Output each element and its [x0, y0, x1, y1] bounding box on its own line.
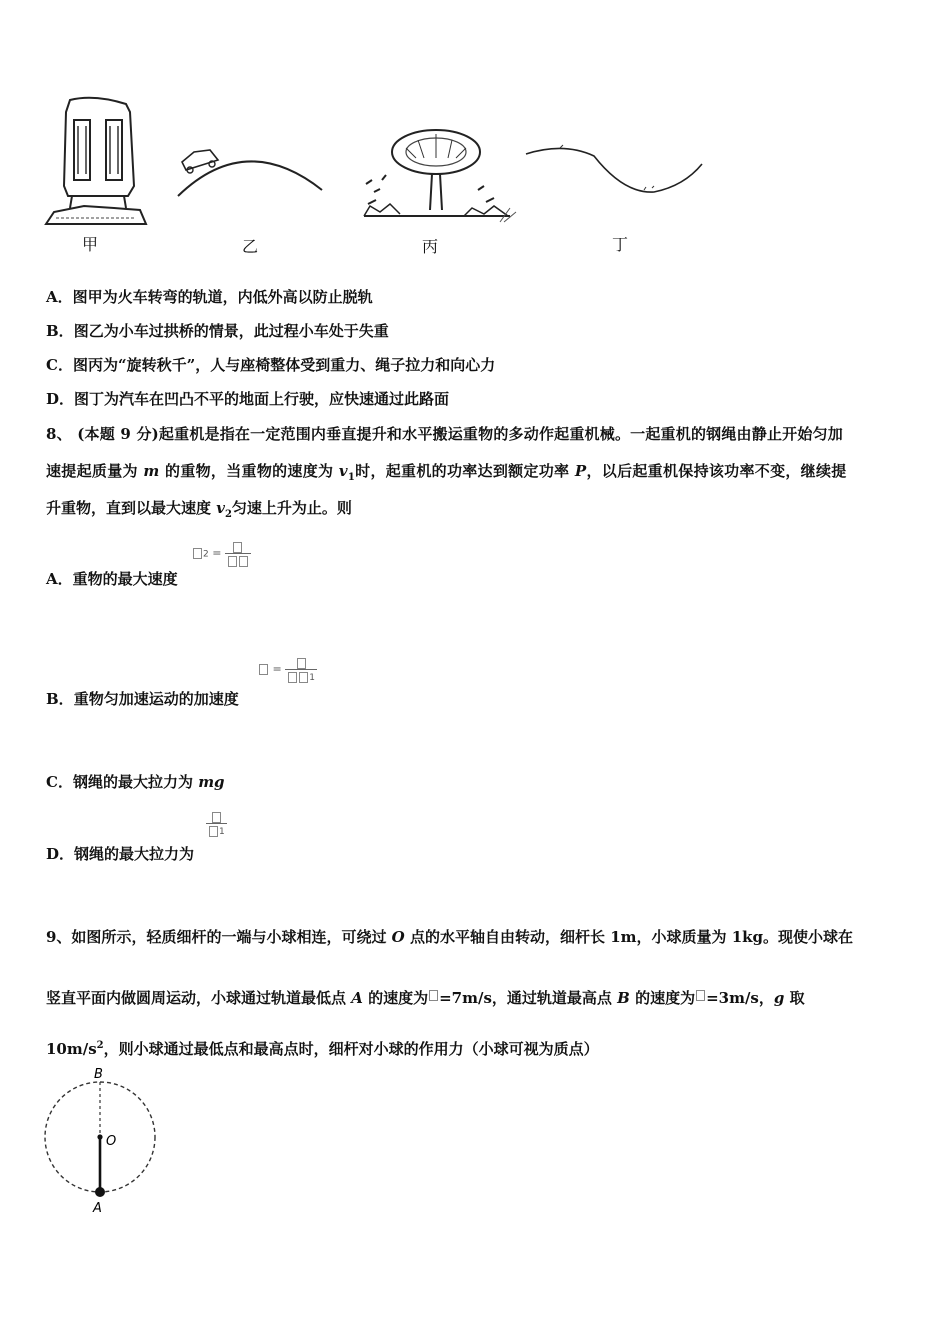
figure-label-yi: 乙 [242, 237, 259, 256]
q8-option-b-text: 重物匀加速运动的加速度 [73, 690, 239, 708]
q9-l2-c: ，通过轨道最高点 [491, 989, 618, 1007]
q8-option-c [46, 771, 225, 792]
q9-l2-a: 竖直平面内做圆周运动，小球通过轨道最低点 [46, 989, 352, 1007]
q8-var-m: m [143, 462, 160, 480]
q7-option-c-letter: C． [46, 356, 73, 374]
q9-l3-a: 10m/s [46, 1040, 97, 1058]
q9-l1-b: 点的水平轴自由转动，细杆长 1m，小球质量为 1kg。现使小球在 [404, 928, 854, 946]
q8-option-d-text: 钢绳的最大拉力为 [74, 845, 195, 863]
q9-vb-value: =3m/s [706, 989, 759, 1007]
q9-l3-b: ，则小球通过最低点和最高点时，细杆对小球的作用力（小球可视为质点） [103, 1040, 599, 1058]
q8-stem-line1-text: 8、 (本题 9 分)起重机是指在一定范围内垂直提升和水平搬运重物的多动作起重机械。一起重机的钢绳由静止开始匀加 [46, 425, 843, 443]
q9-stem-line2 [46, 987, 805, 1008]
q8-option-c-text: 钢绳的最大拉力为 [72, 773, 199, 791]
q8-formula-a: 2 = [192, 540, 251, 567]
q8-option-b-letter: B． [46, 690, 74, 708]
figure-bing [360, 124, 520, 224]
q8-stem-line3 [46, 497, 352, 520]
q8-var-v1-sub: 1 [347, 472, 356, 483]
q9-l2-b: 的速度为 [362, 989, 429, 1007]
q8-option-d [46, 843, 194, 864]
q9-va-symbol [429, 990, 438, 1001]
q9-l3-sup: 2 [96, 1040, 104, 1051]
q7-option-b-letter: B． [46, 322, 74, 340]
q8-l2-a: 速提起质量为 [46, 462, 144, 480]
q8-formula-d [206, 810, 227, 837]
q9-ball [95, 1187, 105, 1197]
q8-var-v2-sub: 2 [224, 509, 232, 520]
q8-option-c-mg: mg [198, 773, 225, 791]
figure-ding [524, 140, 708, 200]
q8-option-a [46, 568, 178, 589]
q9-label-b: B [94, 1067, 103, 1082]
q8-option-c-letter: C． [46, 773, 73, 791]
figure-label-bing: 丙 [422, 237, 439, 256]
q9-pivot-point [97, 1134, 102, 1139]
figure-jia [44, 96, 148, 230]
q7-option-d-letter: D． [46, 390, 75, 408]
q9-vb-symbol [696, 990, 705, 1001]
q8-option-a-text: 重物的最大速度 [72, 570, 178, 588]
q7-option-b-text: 图乙为小车过拱桥的情景，此过程小车处于失重 [73, 322, 389, 340]
q9-l1-a: 9、如图所示，轻质细杆的一端与小球相连，可绕过 [46, 928, 392, 946]
q9-var-b: B [617, 989, 630, 1007]
q8-formula-b: = 1 [258, 656, 317, 683]
q9-label-a: A [93, 1201, 102, 1216]
q9-stem-line1 [46, 926, 853, 947]
q8-option-b [46, 688, 239, 709]
figure-yi [176, 138, 326, 198]
figure-label-ding: 丁 [612, 235, 629, 254]
q8-formula-d-sub: 1 [219, 827, 225, 837]
q9-l2-d: 的速度为 [629, 989, 696, 1007]
q9-circle-diagram [40, 1064, 164, 1218]
q9-var-g: g [773, 989, 785, 1007]
q8-l3-b: 匀速上升为止。则 [231, 499, 352, 517]
figure-label-jia: 甲 [82, 235, 99, 254]
q9-stem-line3 [46, 1038, 599, 1059]
q8-stem-line1 [46, 423, 843, 444]
q7-option-a-letter: A． [46, 288, 73, 306]
q8-option-d-letter: D． [46, 845, 75, 863]
q7-option-a [46, 286, 373, 307]
q7-option-a-text: 图甲为火车转弯的轨道，内低外高以防止脱轨 [72, 288, 373, 306]
q8-l3-a: 升重物，直到以最大速度 [46, 499, 217, 517]
q8-option-a-letter: A． [46, 570, 73, 588]
q9-va-value: =7m/s [439, 989, 492, 1007]
q8-var-v1: v [338, 462, 348, 480]
q9-l2-f: 取 [784, 989, 805, 1007]
q9-var-a: A [351, 989, 363, 1007]
q9-l2-e: ， [758, 989, 774, 1007]
q7-option-c [46, 354, 495, 375]
q7-option-b [46, 320, 389, 341]
q7-option-c-text: 图丙为“旋转秋千”，人与座椅整体受到重力、绳子拉力和向心力 [72, 356, 496, 374]
q8-l2-c: 时，起重机的功率达到额定功率 [355, 462, 575, 480]
q8-stem-line2 [46, 460, 847, 483]
q8-formula-a-sub: 2 [203, 549, 209, 560]
q8-var-v2: v [216, 499, 225, 517]
q8-var-p: P [574, 462, 587, 480]
q8-l2-d: ，以后起重机保持该功率不变，继续提 [586, 462, 847, 480]
q7-option-d [46, 388, 449, 409]
q8-formula-b-sub: 1 [309, 673, 315, 683]
q7-option-d-text: 图丁为汽车在凹凸不平的地面上行驶，应快速通过此路面 [74, 390, 450, 408]
q9-label-o: O [106, 1134, 117, 1149]
q8-l2-b: 的重物，当重物的速度为 [159, 462, 339, 480]
q9-var-o: O [391, 928, 405, 946]
